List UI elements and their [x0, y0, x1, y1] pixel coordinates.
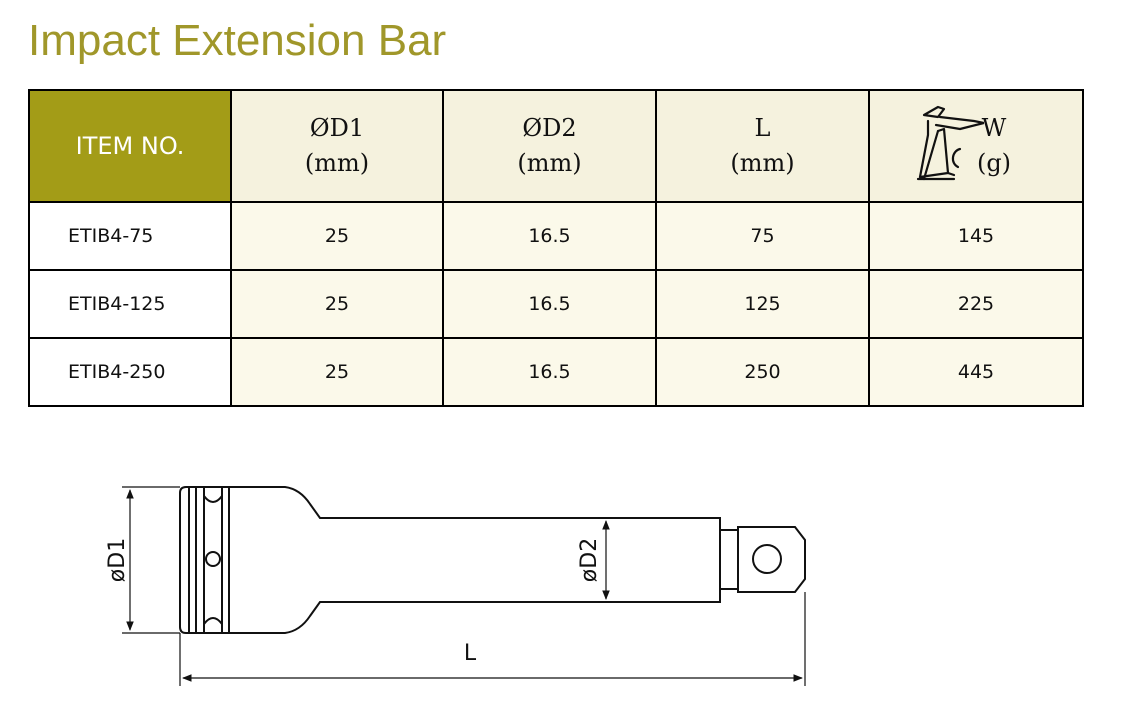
- cell-d2: 16.5: [443, 202, 656, 270]
- header-item-no: ITEM NO.: [29, 90, 231, 202]
- extension-bar-drawing: [180, 487, 805, 633]
- header-l-unit: (mm): [730, 149, 795, 177]
- cell-w: 445: [869, 338, 1083, 406]
- cell-d2: 16.5: [443, 270, 656, 338]
- label-l: L: [463, 641, 477, 666]
- header-d2-label: ØD2: [522, 114, 577, 143]
- cell-item-no: ETIB4-125: [29, 270, 231, 338]
- cell-d1: 25: [231, 270, 443, 338]
- cell-d2: 16.5: [443, 338, 656, 406]
- cell-l: 250: [656, 338, 869, 406]
- cell-l: 75: [656, 202, 869, 270]
- header-l-label: L: [754, 114, 771, 143]
- cell-w: 145: [869, 202, 1083, 270]
- cell-l: 125: [656, 270, 869, 338]
- header-d1-unit: (mm): [304, 149, 370, 177]
- label-d1: øD1: [105, 537, 130, 583]
- cell-item-no: ETIB4-250: [29, 338, 231, 406]
- header-d2-unit: (mm): [517, 149, 582, 177]
- header-d1-label: ØD1: [309, 114, 365, 143]
- cell-item-no: ETIB4-75: [29, 202, 231, 270]
- header-w-label: W: [981, 114, 1007, 143]
- header-w-unit: (g): [976, 149, 1012, 177]
- cell-d1: 25: [231, 202, 443, 270]
- cell-w: 225: [869, 270, 1083, 338]
- cell-d1: 25: [231, 338, 443, 406]
- page-title: Impact Extension Bar: [28, 16, 447, 65]
- label-d2: øD2: [577, 537, 602, 583]
